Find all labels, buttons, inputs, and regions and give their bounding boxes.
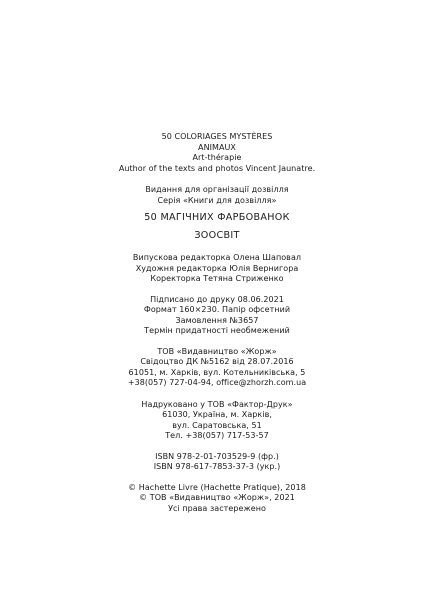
publisher-name: ТОВ «Видавництво «Жорж» xyxy=(157,346,277,356)
series-block xyxy=(0,185,434,206)
original-author-credit: Author of the texts and photos Vincent Jaunatre. xyxy=(118,163,316,173)
print-details-block xyxy=(0,295,434,337)
book-subtitle: ЗООСВІТ xyxy=(194,230,240,241)
printer-phone: Тел. +38(057) 717-53-57 xyxy=(165,431,269,440)
copyright-zhorzh: © ТОВ «Видавництво «Жорж», 2021 xyxy=(139,493,295,502)
format-paper: Формат 160×230. Папір офсетний xyxy=(143,305,291,314)
spacer xyxy=(0,337,434,347)
spacer xyxy=(0,442,434,452)
printer-name: Надруковано у ТОВ «Фактор-Друк» xyxy=(141,399,293,409)
publisher-contacts: +38(057) 727-04-94, office@zhorzh.com.ua xyxy=(127,378,307,387)
publisher-block xyxy=(0,347,434,389)
edition-type: Видання для організації дозвілля xyxy=(145,185,289,194)
original-series: Art-thérapie xyxy=(192,153,242,162)
spacer xyxy=(0,174,434,185)
spacer xyxy=(0,473,434,483)
book-title: 50 МАГІЧНИХ ФАРБОВАНОК xyxy=(144,212,290,223)
original-subtitle: ANIMAUX xyxy=(198,142,236,152)
proofreader: Коректорка Тетяна Стриженко xyxy=(150,274,284,283)
title-block xyxy=(0,211,434,242)
editors-block xyxy=(0,253,434,285)
spacer xyxy=(0,242,434,253)
managing-editor: Випускова редакторка Олена Шаповал xyxy=(132,253,302,262)
original-edition-block xyxy=(0,132,434,174)
spacer xyxy=(0,389,434,400)
isbn-block xyxy=(0,452,434,473)
series-name: Серія «Книги для дозвілля» xyxy=(157,195,277,205)
copyright-block xyxy=(0,483,434,515)
shelf-life: Термін придатності необмежений xyxy=(144,326,290,335)
copyright-hachette: © Hachette Livre (Hachette Pratique), 2018 xyxy=(128,482,306,492)
publisher-certificate: Свідоцтво ДК №5162 від 28.07.2016 xyxy=(140,357,294,366)
isbn-french: ISBN 978-2-01-703529-9 (фр.) xyxy=(155,451,279,461)
printer-city: 61030, Україна, м. Харків, xyxy=(162,410,272,419)
printer-block xyxy=(0,400,434,442)
original-title: 50 COLORIAGES MYSTÈRES xyxy=(161,132,273,141)
order-number: Замовлення №3657 xyxy=(175,315,259,325)
printer-street: вул. Саратовська, 51 xyxy=(172,420,262,430)
spacer xyxy=(0,285,434,295)
signed-to-print-date: Підписано до друку 08.06.2021 xyxy=(150,294,284,304)
imprint-text xyxy=(0,132,434,514)
art-editor: Художня редакторка Юлія Вернигора xyxy=(135,263,299,273)
publisher-address: 61051, м. Харків, вул. Котельниківська, 5 xyxy=(128,367,306,377)
isbn-ukrainian: ISBN 978-617-7853-37-3 (укр.) xyxy=(153,462,281,471)
rights-reserved: Усі права застережено xyxy=(168,503,266,513)
